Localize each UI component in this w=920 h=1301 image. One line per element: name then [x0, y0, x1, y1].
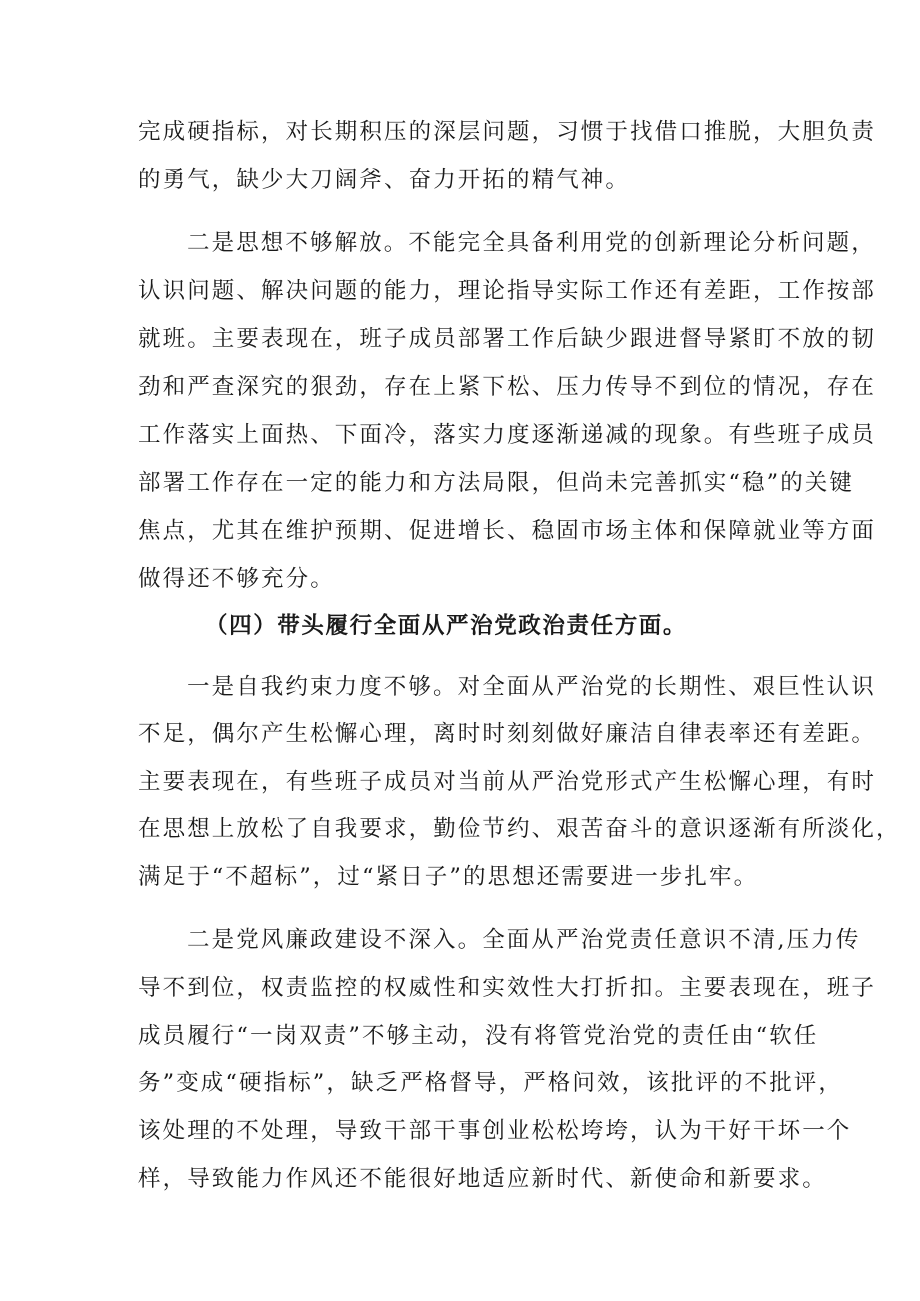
paragraph-line: 完成硬指标，对长期积压的深层问题，习惯于找借口推脱，大胆负责: [138, 119, 877, 145]
paragraph-line: 二是党风廉政建设不深入。全面从严治党责任意识不清,压力传: [187, 927, 861, 953]
paragraph-line: 样，导致能力作风还不能很好地适应新时代、新使命和新要求。: [138, 1166, 827, 1192]
paragraph-line: 劲和严查深究的狠劲，存在上紧下松、压力传导不到位的情况，存在: [138, 374, 877, 400]
paragraph-line: 焦点，尤其在维护预期、促进增长、稳固市场主体和保障就业等方面: [138, 518, 877, 544]
paragraph-line: 满足于“不超标”，过“紧日子”的思想还需要进一步扎牢。: [138, 864, 759, 890]
paragraph-line: 一是自我约束力度不够。对全面从严治党的长期性、艰巨性认识: [187, 674, 876, 700]
paragraph-line: 成员履行“一岗双责”不够主动，没有将管党治党的责任由“软任: [138, 1023, 819, 1049]
paragraph-line: 就班。主要表现在，班子成员部署工作后缺少跟进督导紧盯不放的韧: [138, 326, 877, 352]
paragraph-line: 做得还不够充分。: [138, 566, 335, 592]
paragraph-line: 认识问题、解决问题的能力，理论指导实际工作还有差距，工作按部: [138, 278, 877, 304]
paragraph-line: 主要表现在，有些班子成员对当前从严治党形式产生松懈心理，有时: [138, 769, 877, 795]
paragraph-line: 二是思想不够解放。不能完全具备利用党的创新理论分析问题，: [187, 230, 876, 256]
paragraph-line: 务”变成“硬指标”，缺乏严格督导，严格问效，该批评的不批评，: [138, 1070, 844, 1096]
paragraph-line: 不足，偶尔产生松懈心理，离时时刻刻做好廉洁自律表率还有差距。: [138, 721, 877, 747]
paragraph-line: 导不到位，权责监控的权威性和实效性大打折扣。主要表现在，班子: [138, 975, 877, 1001]
paragraph-line: 该处理的不处理，导致干部干事创业松松垮垮，认为干好干坏一个: [138, 1118, 852, 1144]
paragraph-line: 部署工作存在一定的能力和方法局限，但尚未完善抓实“稳”的关键: [138, 470, 855, 496]
paragraph-line: 在思想上放松了自我要求，勤俭节约、艰苦奋斗的意识逐渐有所淡化，: [138, 816, 901, 842]
section-heading: （四）带头履行全面从严治党政治责任方面。: [205, 613, 688, 639]
paragraph-line: 的勇气，缺少大刀阔斧、奋力开拓的精气神。: [138, 167, 631, 193]
paragraph-line: 工作落实上面热、下面冷，落实力度逐渐递减的现象。有些班子成员: [138, 422, 877, 448]
